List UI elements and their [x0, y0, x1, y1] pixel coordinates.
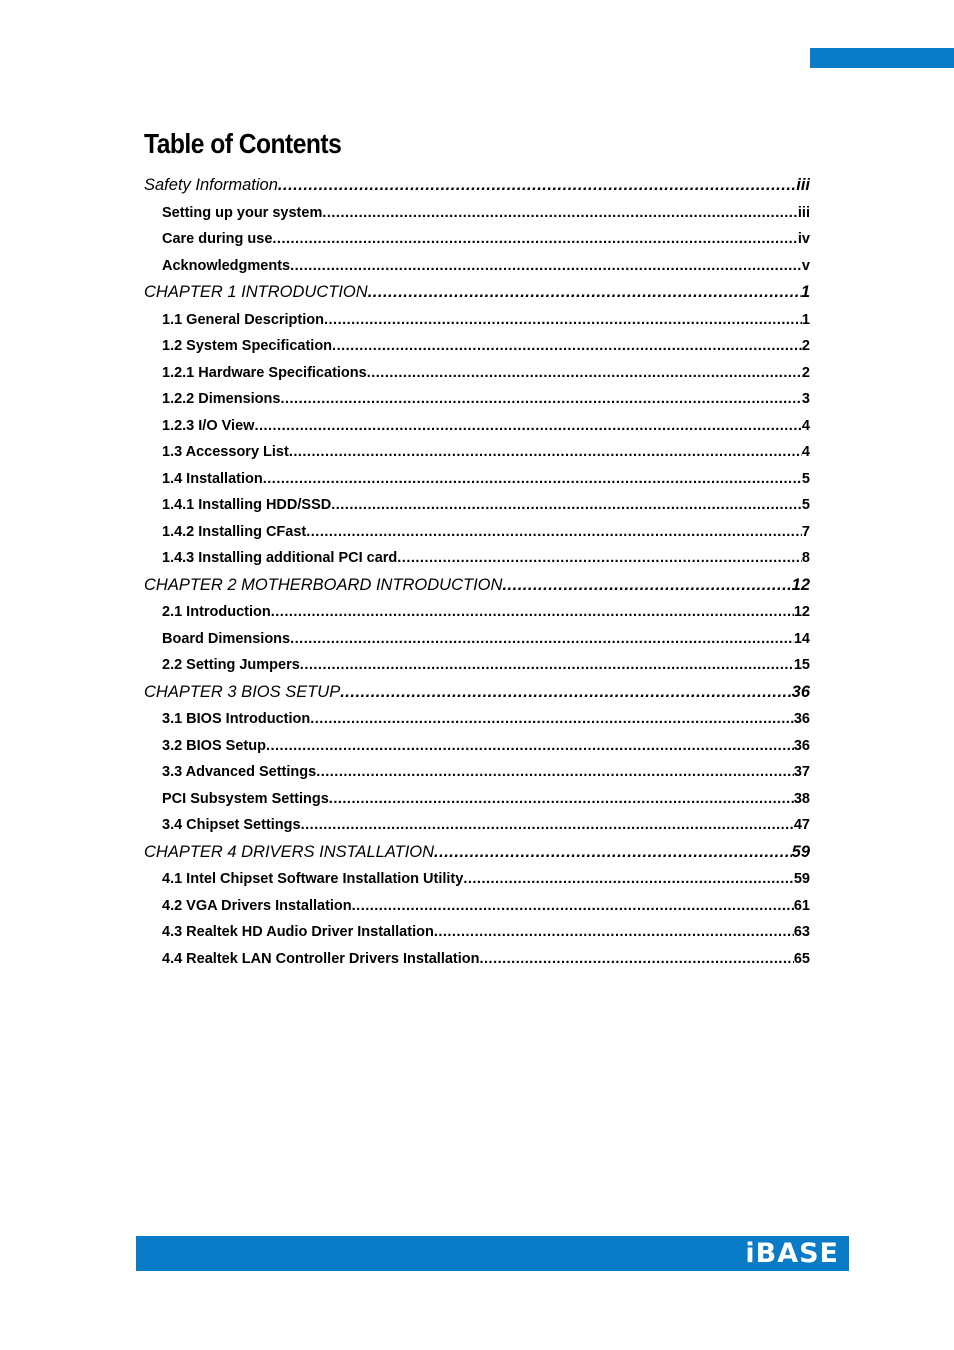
toc-dot-leader	[278, 172, 796, 199]
toc-entry-label: Acknowledgments	[162, 253, 290, 280]
toc-chapter-entry[interactable]	[144, 679, 810, 707]
toc-dot-leader	[271, 599, 794, 626]
toc-entry-label: 3.4 Chipset Settings	[162, 812, 301, 839]
toc-entry-page-number: 65	[794, 946, 810, 973]
toc-section-entry[interactable]	[144, 759, 810, 786]
toc-dot-leader	[479, 946, 793, 973]
toc-section-entry[interactable]	[144, 733, 810, 760]
toc-entry-page-number: 47	[794, 812, 810, 839]
toc-entry-page-number: 14	[794, 626, 810, 653]
toc-chapter-entry[interactable]	[144, 172, 810, 200]
toc-section-entry[interactable]	[144, 386, 810, 413]
toc-entry-label: 4.3 Realtek HD Audio Driver Installation	[162, 919, 434, 946]
table-of-contents	[144, 172, 810, 972]
toc-chapter-entry[interactable]	[144, 572, 810, 600]
toc-dot-leader	[434, 839, 792, 866]
page-title: Table of Contents	[144, 128, 342, 159]
toc-section-entry[interactable]	[144, 946, 810, 973]
toc-section-entry[interactable]	[144, 333, 810, 360]
toc-entry-page-number: 1	[802, 307, 810, 334]
toc-entry-page-number: 2	[802, 360, 810, 387]
toc-section-entry[interactable]	[144, 786, 810, 813]
toc-entry-label: 4.2 VGA Drivers Installation	[162, 893, 352, 920]
toc-entry-page-number: 37	[794, 759, 810, 786]
toc-dot-leader	[254, 413, 801, 440]
toc-dot-leader	[316, 759, 794, 786]
toc-dot-leader	[324, 307, 802, 334]
toc-entry-label: 4.4 Realtek LAN Controller Drivers Installation	[162, 946, 479, 973]
toc-dot-leader	[290, 626, 794, 653]
toc-entry-label: 1.2.1 Hardware Specifications	[162, 360, 367, 387]
toc-section-entry[interactable]	[144, 652, 810, 679]
toc-entry-label: 1.1 General Description	[162, 307, 324, 334]
toc-entry-label: CHAPTER 4 DRIVERS INSTALLATION	[144, 839, 434, 866]
toc-dot-leader	[340, 679, 791, 706]
toc-entry-label: PCI Subsystem Settings	[162, 786, 329, 813]
toc-dot-leader	[306, 519, 802, 546]
toc-section-entry[interactable]	[144, 706, 810, 733]
toc-entry-label: 1.4 Installation	[162, 466, 263, 493]
header-accent-bar	[810, 48, 954, 68]
toc-entry-page-number: 4	[802, 413, 810, 440]
toc-entry-page-number: 12	[794, 599, 810, 626]
toc-chapter-entry[interactable]	[144, 839, 810, 867]
toc-section-entry[interactable]	[144, 812, 810, 839]
toc-entry-page-number: 36	[794, 706, 810, 733]
toc-entry-label: 1.3 Accessory List	[162, 439, 289, 466]
toc-dot-leader	[463, 866, 794, 893]
toc-entry-page-number: 3	[802, 386, 810, 413]
toc-section-entry[interactable]	[144, 866, 810, 893]
toc-dot-leader	[502, 572, 791, 599]
toc-entry-page-number: 15	[794, 652, 810, 679]
toc-section-entry[interactable]	[144, 919, 810, 946]
toc-entry-page-number: 36	[794, 733, 810, 760]
toc-dot-leader	[263, 466, 802, 493]
toc-section-entry[interactable]	[144, 492, 810, 519]
toc-dot-leader	[310, 706, 794, 733]
toc-entry-label: 2.1 Introduction	[162, 599, 271, 626]
toc-entry-page-number: 63	[794, 919, 810, 946]
toc-entry-label: 1.2.3 I/O View	[162, 413, 254, 440]
toc-section-entry[interactable]	[144, 307, 810, 334]
toc-entry-label: 1.2.2 Dimensions	[162, 386, 280, 413]
toc-chapter-entry[interactable]	[144, 279, 810, 307]
toc-entry-label: 3.1 BIOS Introduction	[162, 706, 310, 733]
toc-entry-label: 3.3 Advanced Settings	[162, 759, 316, 786]
toc-entry-label: CHAPTER 3 BIOS SETUP	[144, 679, 340, 706]
toc-section-entry[interactable]	[144, 893, 810, 920]
toc-entry-page-number: 59	[794, 866, 810, 893]
toc-entry-label: 1.4.1 Installing HDD/SSD	[162, 492, 331, 519]
toc-dot-leader	[266, 733, 794, 760]
toc-section-entry[interactable]	[144, 360, 810, 387]
toc-dot-leader	[322, 200, 798, 227]
toc-dot-leader	[300, 652, 794, 679]
toc-entry-page-number: iv	[798, 226, 810, 253]
toc-section-entry[interactable]	[144, 466, 810, 493]
toc-dot-leader	[352, 893, 794, 920]
toc-entry-label: Board Dimensions	[162, 626, 290, 653]
toc-section-entry[interactable]	[144, 599, 810, 626]
toc-entry-label: 1.2 System Specification	[162, 333, 332, 360]
toc-dot-leader	[329, 786, 794, 813]
toc-entry-label: Setting up your system	[162, 200, 322, 227]
toc-entry-page-number: 38	[794, 786, 810, 813]
toc-dot-leader	[332, 333, 802, 360]
toc-dot-leader	[397, 545, 802, 572]
toc-entry-label: 4.1 Intel Chipset Software Installation Utility	[162, 866, 463, 893]
toc-section-entry[interactable]	[144, 253, 810, 280]
toc-entry-label: Safety Information	[144, 172, 278, 199]
toc-entry-label: 2.2 Setting Jumpers	[162, 652, 300, 679]
toc-dot-leader	[290, 253, 802, 280]
toc-entry-page-number: 36	[792, 679, 810, 706]
toc-dot-leader	[272, 226, 798, 253]
toc-entry-label: 3.2 BIOS Setup	[162, 733, 266, 760]
toc-entry-page-number: 5	[802, 466, 810, 493]
toc-entry-page-number: 59	[792, 839, 810, 866]
toc-entry-page-number: 4	[802, 439, 810, 466]
toc-entry-page-number: 12	[792, 572, 810, 599]
toc-section-entry[interactable]	[144, 439, 810, 466]
footer-bar	[136, 1236, 849, 1271]
toc-entry-label: 1.4.3 Installing additional PCI card	[162, 545, 397, 572]
toc-entry-page-number: 5	[802, 492, 810, 519]
toc-dot-leader	[289, 439, 802, 466]
toc-dot-leader	[368, 279, 801, 306]
toc-entry-page-number: 8	[802, 545, 810, 572]
toc-entry-page-number: v	[802, 253, 810, 280]
toc-dot-leader	[434, 919, 794, 946]
toc-dot-leader	[280, 386, 801, 413]
toc-entry-label: Care during use	[162, 226, 272, 253]
toc-entry-label: CHAPTER 1 INTRODUCTION	[144, 279, 368, 306]
toc-section-entry[interactable]	[144, 226, 810, 253]
toc-section-entry[interactable]	[144, 626, 810, 653]
toc-section-entry[interactable]	[144, 545, 810, 572]
toc-entry-page-number: 61	[794, 893, 810, 920]
toc-dot-leader	[331, 492, 802, 519]
toc-section-entry[interactable]	[144, 200, 810, 227]
toc-entry-label: 1.4.2 Installing CFast	[162, 519, 306, 546]
toc-dot-leader	[367, 360, 802, 387]
toc-entry-page-number: 7	[802, 519, 810, 546]
toc-entry-page-number: iii	[796, 172, 810, 199]
ibase-logo: iBASE	[745, 1238, 839, 1269]
toc-dot-leader	[301, 812, 794, 839]
toc-entry-page-number: 2	[802, 333, 810, 360]
toc-entry-label: CHAPTER 2 MOTHERBOARD INTRODUCTION	[144, 572, 502, 599]
toc-section-entry[interactable]	[144, 519, 810, 546]
toc-entry-page-number: iii	[798, 200, 810, 227]
toc-section-entry[interactable]	[144, 413, 810, 440]
toc-entry-page-number: 1	[801, 279, 810, 306]
